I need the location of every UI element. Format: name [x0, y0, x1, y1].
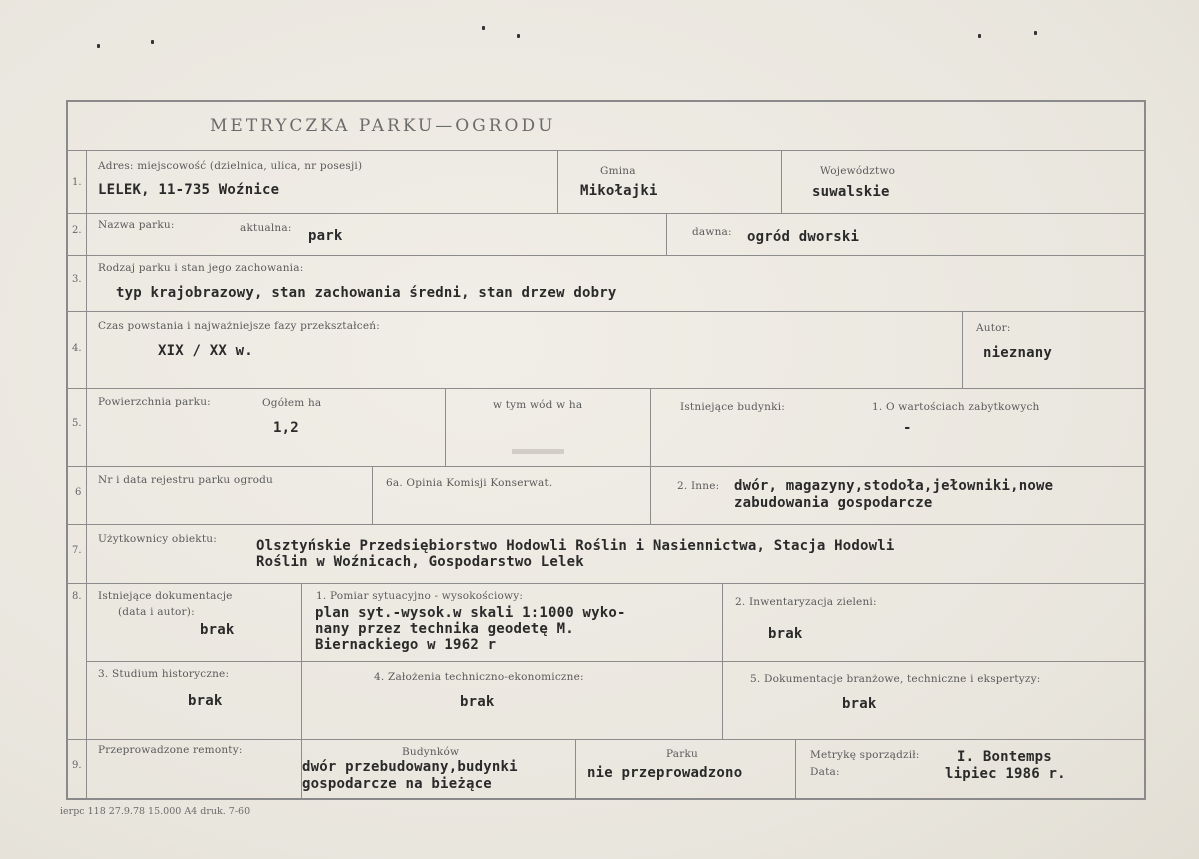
historical-study-label: 3. Studium historyczne:: [98, 668, 230, 680]
former-name-label: dawna:: [692, 226, 732, 238]
current-name-value: park: [308, 228, 343, 244]
former-name-value: ogród dworski: [747, 229, 860, 245]
green-inventory-label: 2. Inwentaryzacja zieleni:: [735, 596, 877, 608]
rule: [66, 583, 1146, 584]
other-buildings-value: dwór, magazyny,stodoła,jełowniki,nowe: [734, 478, 1054, 494]
voivodeship-value: suwalskie: [812, 184, 890, 200]
row-number: 4.: [72, 343, 82, 354]
row-number: 3.: [72, 274, 82, 285]
speck: [97, 44, 100, 48]
survey-value: plan syt.-wysok.w skali 1:1000 wyko-: [315, 605, 626, 621]
branch-docs-value: brak: [842, 696, 877, 712]
address-label: Adres: miejscowość (dzielnica, ulica, nr posesji): [98, 160, 363, 172]
row-number: 2.: [72, 225, 82, 236]
park-name-label: Nazwa parku:: [98, 219, 175, 231]
documentation-label: Istniejące dokumentacje: [98, 590, 233, 602]
economic-assumptions-label: 4. Założenia techniczno-ekonomiczne:: [374, 671, 584, 683]
form-frame: [66, 100, 1146, 800]
author-label: Autor:: [976, 322, 1011, 334]
park-type-label: Rodzaj parku i stan jego zachowania:: [98, 262, 304, 274]
documentation-label: (data i autor):: [118, 606, 195, 618]
total-area-label: Ogółem ha: [262, 397, 322, 409]
compiled-by-value: I. Bontemps: [957, 749, 1052, 765]
compiled-by-label: Metrykę sporządził:: [810, 749, 920, 761]
buildings-repairs-value: gospodarcze na bieżące: [302, 776, 492, 792]
total-area-value: 1,2: [273, 420, 299, 436]
creation-time-label: Czas powstania i najważniejsze fazy przekształceń:: [98, 320, 380, 332]
green-inventory-value: brak: [768, 626, 803, 642]
rule: [86, 661, 1146, 662]
users-value: Roślin w Woźnicach, Gospodarstwo Lelek: [256, 554, 584, 570]
users-value: Olsztyńskie Przedsiębiorstwo Hodowli Roślin i Nasiennictwa, Stacja Hodowli: [256, 538, 895, 554]
rule: [962, 311, 963, 388]
other-buildings-label: 2. Inne:: [677, 480, 720, 492]
commission-opinion-label: 6a. Opinia Komisji Konserwat.: [386, 477, 553, 489]
survey-value: Biernackiego w 1962 r: [315, 637, 497, 653]
page-title: METRYCZKA PARKU—OGRODU: [210, 116, 556, 136]
water-area-label: w tym wód w ha: [493, 399, 583, 411]
heritage-label: 1. O wartościach zabytkowych: [872, 401, 1040, 413]
rule: [795, 739, 796, 800]
row-number: 7.: [72, 545, 82, 556]
author-value: nieznany: [983, 345, 1053, 361]
speck: [978, 34, 981, 38]
address-value: LELEK, 11-735 Woźnice: [98, 182, 280, 198]
rule: [781, 150, 782, 213]
current-name-label: aktualna:: [240, 222, 292, 234]
speck: [482, 26, 485, 30]
rule: [66, 739, 1146, 740]
rule: [575, 739, 576, 800]
survey-value: nany przez technika geodetę M.: [315, 621, 574, 637]
row-number: 6: [75, 487, 82, 498]
economic-assumptions-value: brak: [460, 694, 495, 710]
rule: [66, 311, 1146, 312]
water-area-blank: [512, 449, 564, 454]
rule: [66, 466, 1146, 467]
speck: [517, 34, 520, 38]
gmina-value: Mikołajki: [580, 183, 658, 199]
buildings-repairs-value: dwór przebudowany,budynki: [302, 759, 518, 775]
print-info: ierpc 118 27.9.78 15.000 A4 druk. 7-60: [60, 806, 251, 817]
rule: [66, 388, 1146, 389]
voivodeship-label: Województwo: [820, 165, 896, 177]
other-buildings-value: zabudowania gospodarcze: [734, 495, 933, 511]
row-number: 9.: [72, 760, 82, 771]
creation-time-value: XIX / XX w.: [158, 343, 253, 359]
users-label: Użytkownicy obiektu:: [98, 533, 217, 545]
rule: [66, 150, 1146, 151]
buildings-repairs-label: Budynków: [402, 746, 460, 758]
rule: [666, 213, 667, 255]
register-label: Nr i data rejestru parku ogrodu: [98, 474, 273, 486]
speck: [1034, 31, 1037, 35]
row-number: 1.: [72, 177, 82, 188]
rule: [66, 255, 1146, 256]
rule: [650, 388, 651, 524]
rule: [445, 388, 446, 466]
rule: [66, 213, 1146, 214]
rule: [86, 150, 87, 800]
park-repairs-label: Parku: [666, 748, 698, 760]
survey-label: 1. Pomiar sytuacyjno - wysokościowy:: [316, 590, 524, 602]
rule: [557, 150, 558, 213]
rule: [66, 524, 1146, 525]
gmina-label: Gmina: [600, 165, 636, 177]
park-type-value: typ krajobrazowy, stan zachowania średni, stan drzew dobry: [116, 285, 617, 301]
existing-buildings-label: Istniejące budynki:: [680, 401, 785, 413]
rule: [372, 466, 373, 524]
date-value: lipiec 1986 r.: [945, 766, 1066, 782]
documentation-value: brak: [200, 622, 235, 638]
repairs-label: Przeprowadzone remonty:: [98, 744, 243, 756]
historical-study-value: brak: [188, 693, 223, 709]
date-label: Data:: [810, 766, 840, 778]
row-number: 5.: [72, 418, 82, 429]
area-label: Powierzchnia parku:: [98, 396, 211, 408]
park-repairs-value: nie przeprowadzono: [587, 765, 743, 781]
heritage-value: -: [903, 420, 912, 436]
branch-docs-label: 5. Dokumentacje branżowe, techniczne i ekspertyzy:: [750, 673, 1041, 685]
speck: [151, 40, 154, 44]
row-number: 8.: [72, 591, 82, 602]
rule: [722, 583, 723, 739]
